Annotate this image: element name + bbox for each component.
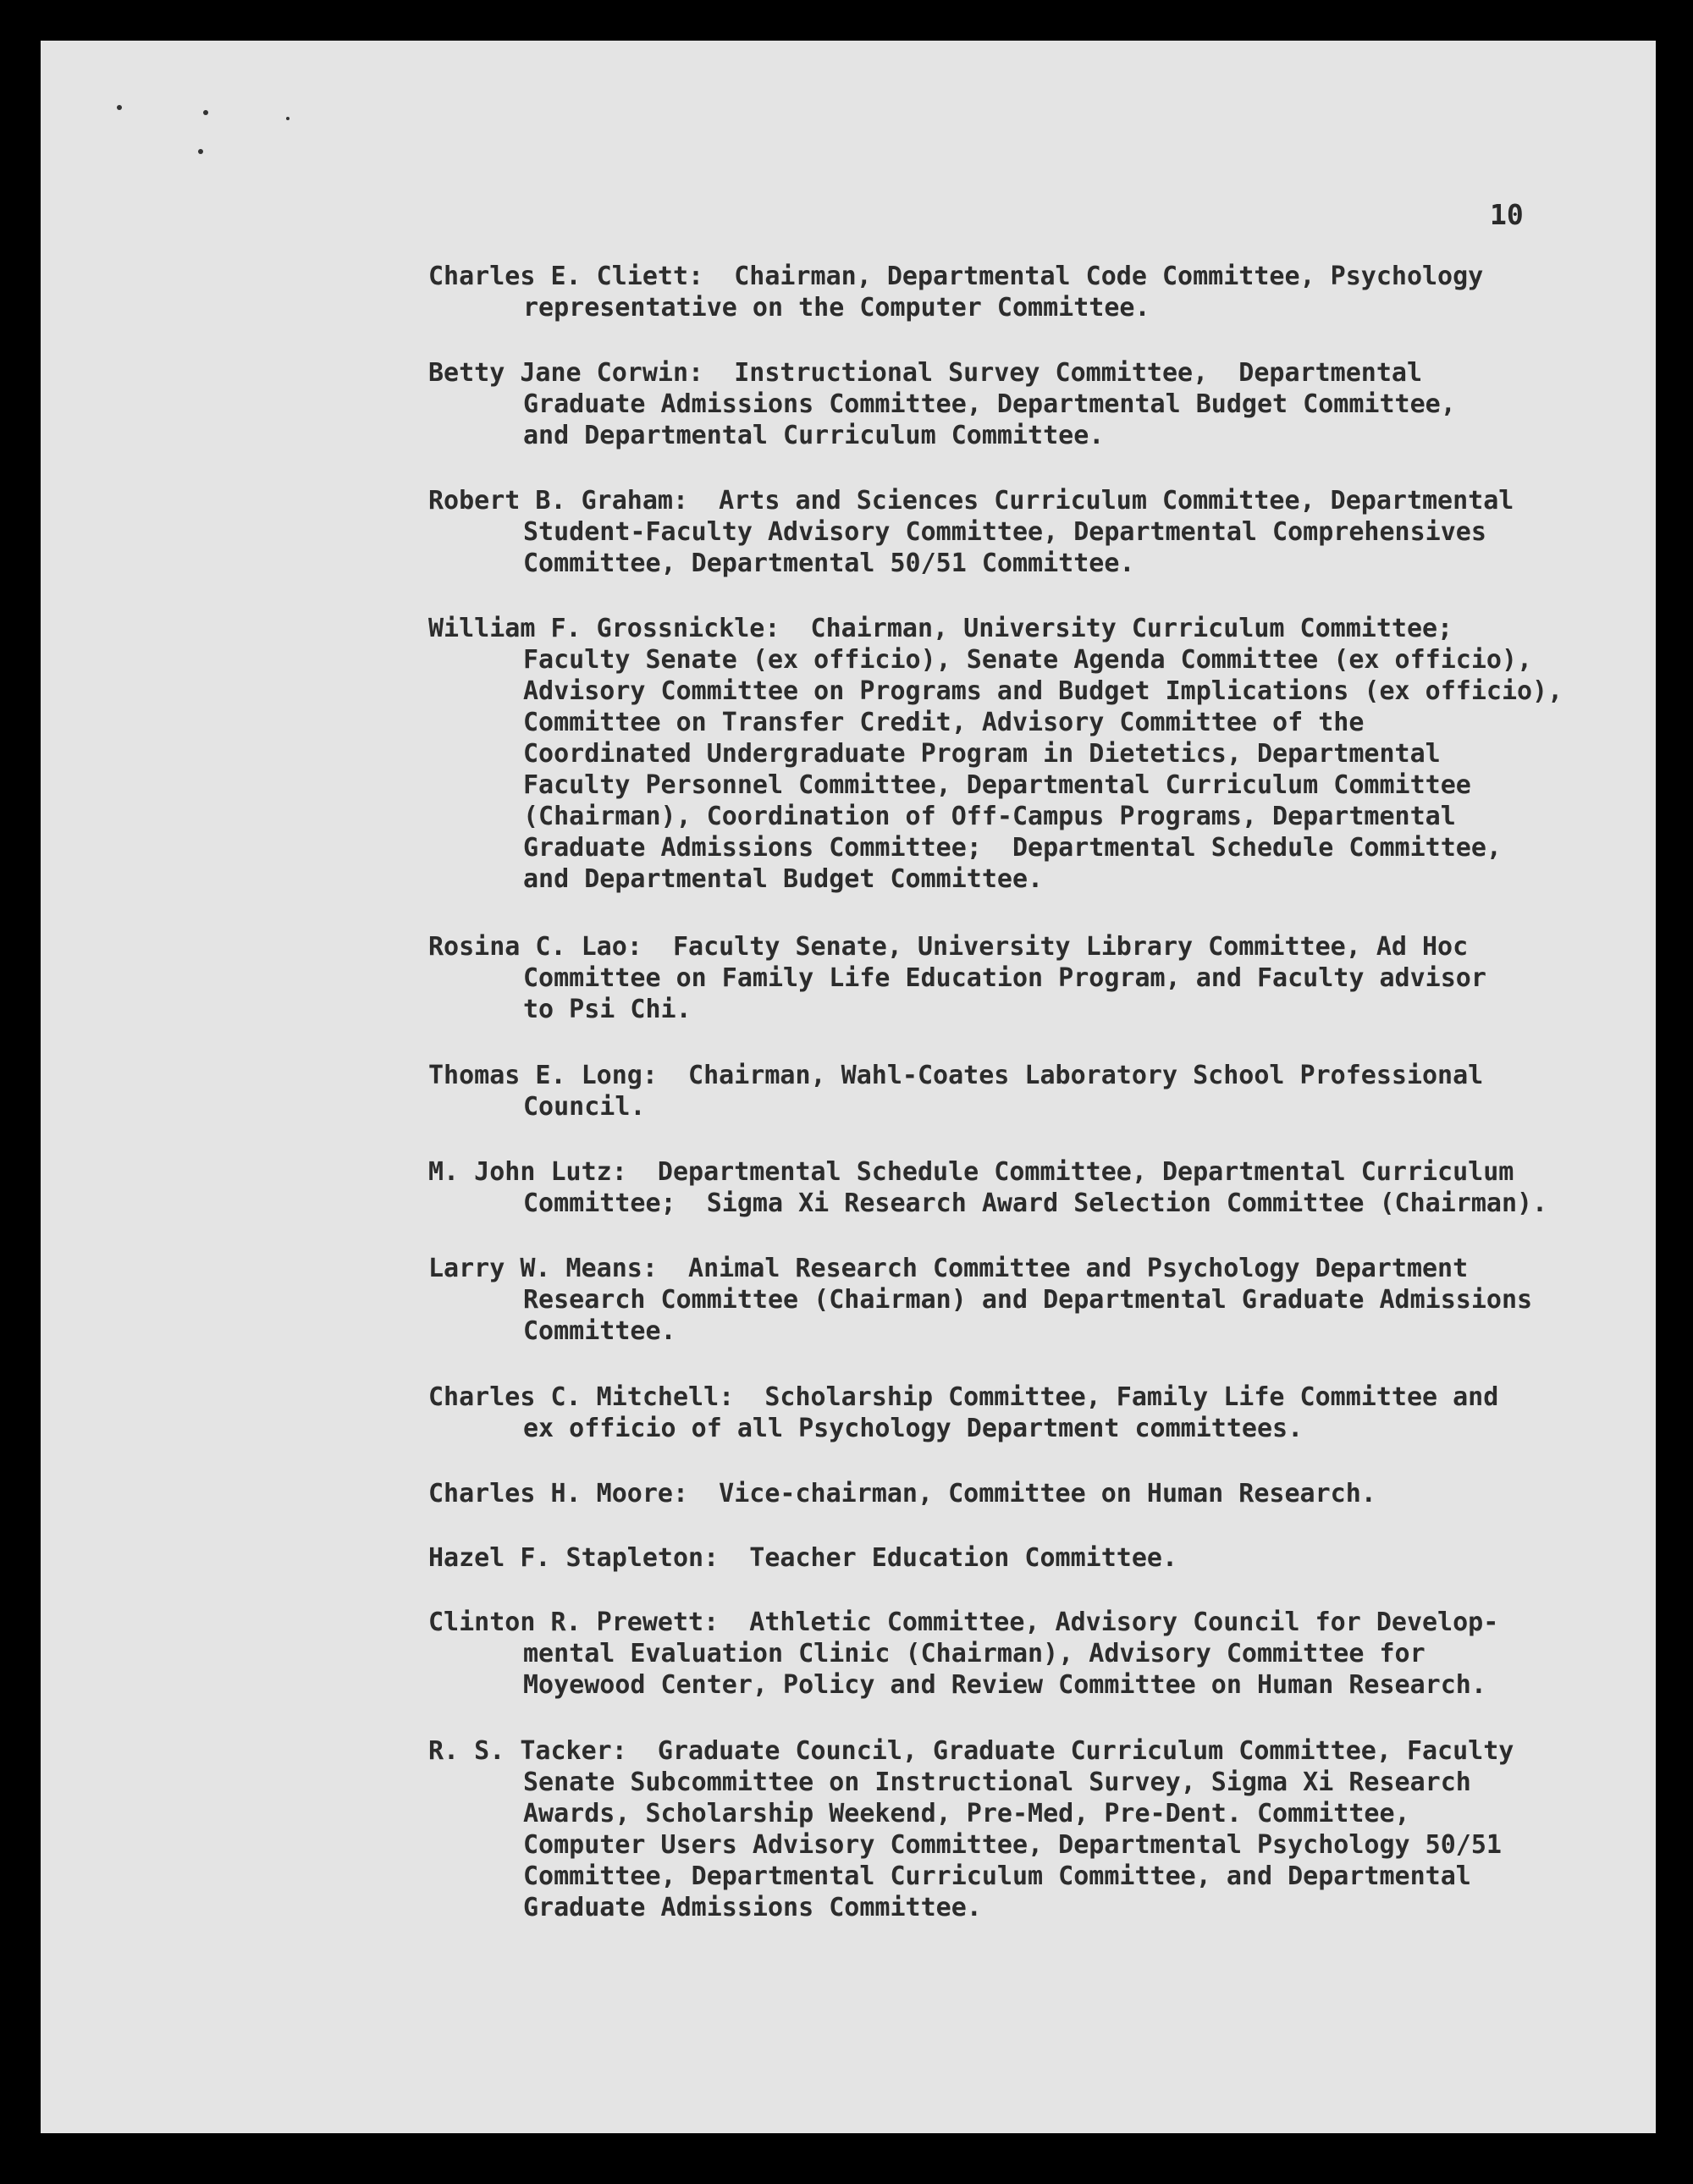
entry-line: Graduate Admissions Committee. — [523, 1893, 982, 1922]
entry-line: Betty Jane Corwin: Instructional Survey Committee, Departmental — [428, 358, 1422, 388]
list-item — [428, 1542, 1630, 1574]
entry-line: Larry W. Means: Animal Research Committee and Psychology Department — [428, 1254, 1469, 1283]
entry-line: Awards, Scholarship Weekend, Pre-Med, Pre-Dent. Committee, — [523, 1799, 1410, 1828]
entry-line: Advisory Committee on Programs and Budget Implications (ex officio), — [523, 676, 1563, 706]
entry-line: to Psi Chi. — [523, 995, 692, 1024]
entry-line: mental Evaluation Clinic (Chairman), Advisory Committee for — [523, 1639, 1426, 1668]
entry-line: Charles C. Mitchell: Scholarship Committee, Family Life Committee and — [428, 1382, 1499, 1412]
entry-line: Charles E. Cliett: Chairman, Departmental Code Committee, Psychology — [428, 262, 1484, 291]
entry-line: Committee on Transfer Credit, Advisory Committee of the — [523, 708, 1365, 737]
list-item — [428, 485, 1630, 579]
entry-line: Student-Faculty Advisory Committee, Departmental Comprehensives — [523, 517, 1486, 547]
list-item — [428, 1735, 1630, 1923]
entry-line: Faculty Personnel Committee, Departmental Curriculum Committee — [523, 770, 1471, 800]
entry-line: Coordinated Undergraduate Program in Dietetics, Departmental — [523, 739, 1441, 769]
document-page — [41, 41, 1656, 2133]
scan-speck — [198, 149, 203, 154]
entry-line: Graduate Admissions Committee, Departmental Budget Committee, — [523, 389, 1456, 419]
list-item — [428, 1060, 1630, 1122]
list-item — [428, 357, 1630, 451]
entry-line: William F. Grossnickle: Chairman, University Curriculum Committee; — [428, 614, 1453, 643]
list-item — [428, 1156, 1630, 1219]
entry-line: R. S. Tacker: Graduate Council, Graduate Curriculum Committee, Faculty — [428, 1736, 1514, 1766]
entry-line: Charles H. Moore: Vice-chairman, Committee on Human Research. — [428, 1479, 1376, 1508]
list-item — [428, 1382, 1630, 1444]
entry-line: Computer Users Advisory Committee, Departmental Psychology 50/51 — [523, 1830, 1502, 1860]
entry-line: Faculty Senate (ex officio), Senate Agenda Committee (ex officio), — [523, 645, 1533, 675]
entry-line: Graduate Admissions Committee; Departmental Schedule Committee, — [523, 833, 1502, 863]
list-item — [428, 613, 1630, 895]
entry-line: Council. — [523, 1092, 646, 1122]
list-item — [428, 1478, 1630, 1509]
entry-line: Committee. — [523, 1316, 676, 1346]
entry-line: Committee, Departmental Curriculum Committee, and Departmental — [523, 1861, 1471, 1891]
entry-line: Clinton R. Prewett: Athletic Committee, Advisory Council for Develop- — [428, 1608, 1499, 1637]
list-item — [428, 931, 1630, 1025]
entry-line: Committee; Sigma Xi Research Award Selection Committee (Chairman). — [523, 1189, 1548, 1218]
scan-speck — [203, 110, 208, 115]
page-number: 10 — [1490, 198, 1524, 231]
entry-line: Thomas E. Long: Chairman, Wahl-Coates Laboratory School Professional — [428, 1061, 1484, 1090]
entry-line: Committee, Departmental 50/51 Committee. — [523, 549, 1135, 578]
entry-line: Moyewood Center, Policy and Review Committee on Human Research. — [523, 1670, 1486, 1700]
list-item — [428, 261, 1630, 323]
entry-line: Research Committee (Chairman) and Departmental Graduate Admissions — [523, 1285, 1533, 1315]
entry-line: ex officio of all Psychology Department committees. — [523, 1414, 1304, 1443]
entry-line: Committee on Family Life Education Program, and Faculty advisor — [523, 963, 1486, 993]
list-item — [428, 1253, 1630, 1347]
entry-line: and Departmental Budget Committee. — [523, 864, 1044, 894]
entry-line: representative on the Computer Committee. — [523, 293, 1150, 323]
scan-speck — [117, 105, 122, 110]
entry-line: and Departmental Curriculum Committee. — [523, 421, 1105, 450]
entry-line: Senate Subcommittee on Instructional Survey, Sigma Xi Research — [523, 1768, 1471, 1797]
entry-line: Robert B. Graham: Arts and Sciences Curriculum Committee, Departmental — [428, 486, 1514, 516]
entry-line: Rosina C. Lao: Faculty Senate, University Library Committee, Ad Hoc — [428, 932, 1469, 962]
entry-line: Hazel F. Stapleton: Teacher Education Committee. — [428, 1543, 1178, 1573]
list-item — [428, 1607, 1630, 1701]
entry-line: M. John Lutz: Departmental Schedule Committee, Departmental Curriculum — [428, 1157, 1514, 1187]
scan-speck — [286, 117, 290, 120]
entry-line: (Chairman), Coordination of Off-Campus Programs, Departmental — [523, 802, 1456, 831]
